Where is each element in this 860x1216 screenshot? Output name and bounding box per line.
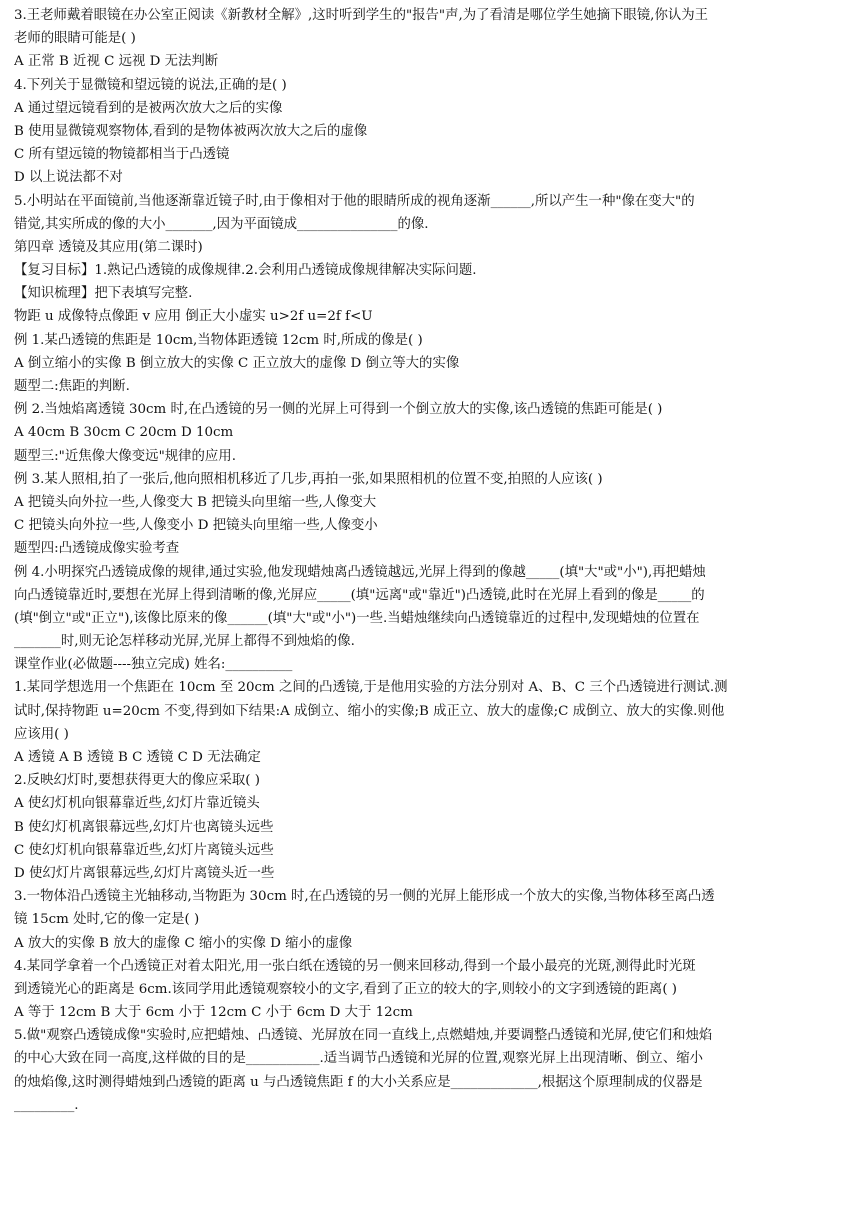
example-4-line-3: (填"倒立"或"正立"),该像比原来的像______(填"大"或"小")一些.当蜡烛继续向凸透镜靠近的过程中,发现蜡烛的位置在 [14, 610, 700, 626]
hw-5-line-3: 的烛焰像,这时测得蜡烛到凸透镜的距离 u 与凸透镜焦距 f 的大小关系应是_____________,根据这个原理制成的仪器是 [14, 1074, 703, 1090]
hw-4-options: A 等于 12cm B 大于 6cm 小于 12cm C 小于 6cm D 大于 12cm [14, 1005, 413, 1021]
q4-option-a: A 通过望远镜看到的是被两次放大之后的实像 [14, 100, 283, 116]
q3-stem-line-2: 老师的眼睛可能是( ) [14, 31, 136, 47]
hw-2-option-d: D 使幻灯片离银幕远些,幻灯片离镜头近一些 [14, 865, 275, 881]
hw-5-line-1: 5.做"观察凸透镜成像"实验时,应把蜡烛、凸透镜、光屏放在同一直线上,点燃蜡烛,并要调整凸透镜和光屏,使它们和烛焰 [14, 1028, 713, 1044]
hw-3-line-1: 3.一物体沿凸透镜主光轴移动,当物距为 30cm 时,在凸透镜的另一侧的光屏上能形成一个放大的实像,当物体移至离凸透 [14, 889, 715, 905]
topic-3-heading: 题型三:"近焦像大像变远"规律的应用. [14, 448, 236, 464]
q4-option-d: D 以上说法都不对 [14, 170, 123, 186]
topic-2-heading: 题型二:焦距的判断. [14, 379, 130, 394]
hw-5-line-4: _________. [14, 1097, 79, 1113]
example-3-options-ab: A 把镜头向外拉一些,人像变大 B 把镜头向里缩一些,人像变大 [14, 494, 377, 510]
hw-2-option-a: A 使幻灯机向银幕靠近些,幻灯片靠近镜头 [14, 796, 260, 812]
example-4-line-1: 例 4.小明探究凸透镜成像的规律,通过实验,他发现蜡烛离凸透镜越远,光屏上得到的像越_____(填"大"或"小"),再把蜡烛 [14, 564, 706, 580]
homework-heading: 课堂作业(必做题----独立完成) 姓名:__________ [14, 657, 293, 673]
hw-5-line-2: 的中心大致在同一高度,这样做的目的是___________.适当调节凸透镜和光屏的位置,观察光屏上出现清晰、倒立、缩小 [14, 1051, 703, 1067]
example-2-stem: 例 2.当烛焰离透镜 30cm 时,在凸透镜的另一侧的光屏上可得到一个倒立放大的实像,该凸透镜的焦距可能是( ) [14, 402, 663, 418]
q5-stem-line-2: 错觉,其实所成的像的大小_______,因为平面镜成_______________的像. [14, 216, 429, 232]
example-4-line-4: _______时,则无论怎样移动光屏,光屏上都得不到烛焰的像. [14, 634, 355, 650]
table-header-row: 物距 u 成像特点像距 v 应用 倒正大小虚实 u>2f u=2f f<U [14, 309, 373, 325]
hw-2-option-c: C 使幻灯机向银幕靠近些,幻灯片离镜头远些 [14, 842, 274, 858]
q3-stem-line-1: 3.王老师戴着眼镜在办公室正阅读《新教材全解》,这时听到学生的"报告"声,为了看清是哪位学生她摘下眼镜,你认为王 [14, 8, 709, 23]
hw-1-options: A 透镜 A B 透镜 B C 透镜 C D 无法确定 [14, 750, 261, 765]
hw-1-line-2: 试时,保持物距 u=20cm 不变,得到如下结果:A 成倒立、缩小的实像;B 成正立、放大的虚像;C 成倒立、放大的实像.则他 [14, 703, 725, 719]
example-1-stem: 例 1.某凸透镜的焦距是 10cm,当物体距透镜 12cm 时,所成的像是( ) [14, 332, 423, 348]
hw-2-option-b: B 使幻灯机离银幕远些,幻灯片也离镜头远些 [14, 819, 274, 835]
q4-option-b: B 使用显微镜观察物体,看到的是物体被两次放大之后的虚像 [14, 123, 368, 139]
hw-3-options: A 放大的实像 B 放大的虚像 C 缩小的实像 D 缩小的虚像 [14, 935, 353, 951]
q3-options: A 正常 B 近视 C 远视 D 无法判断 [14, 54, 219, 70]
hw-3-line-2: 镜 15cm 处时,它的像一定是( ) [14, 912, 200, 928]
knowledge-summary: 【知识梳理】把下表填写完整. [14, 286, 193, 302]
q4-stem: 4.下列关于显微镜和望远镜的说法,正确的是( ) [14, 77, 287, 93]
chapter-heading: 第四章 透镜及其应用(第二课时) [14, 239, 203, 255]
hw-4-line-1: 4.某同学拿着一个凸透镜正对着太阳光,用一张白纸在透镜的另一侧来回移动,得到一个最小最亮的光斑,测得此时光斑 [14, 958, 696, 974]
example-3-stem: 例 3.某人照相,拍了一张后,他向照相机移近了几步,再拍一张,如果照相机的位置不变,拍照的人应该( ) [14, 471, 603, 487]
example-1-options: A 倒立缩小的实像 B 倒立放大的实像 C 正立放大的虚像 D 倒立等大的实像 [14, 355, 460, 371]
topic-4-heading: 题型四:凸透镜成像实验考查 [14, 541, 180, 557]
hw-4-line-2: 到透镜光心的距离是 6cm.该同学用此透镜观察较小的文字,看到了正立的较大的字,则较小的文字到透镜的距离( ) [14, 981, 678, 997]
example-2-options: A 40cm B 30cm C 20cm D 10cm [14, 425, 234, 441]
q5-stem-line-1: 5.小明站在平面镜前,当他逐渐靠近镜子时,由于像相对于他的眼睛所成的视角逐渐______,所以产生一种"像在变大"的 [14, 193, 695, 209]
review-goals: 【复习目标】1.熟记凸透镜的成像规律.2.会利用凸透镜成像规律解决实际问题. [14, 263, 477, 279]
q4-option-c: C 所有望远镜的物镜都相当于凸透镜 [14, 147, 230, 163]
example-4-line-2: 向凸透镜靠近时,要想在光屏上得到清晰的像,光屏应_____(填"远离"或"靠近")凸透镜,此时在光屏上看到的像是_____的 [14, 587, 705, 603]
hw-1-line-3: 应该用( ) [14, 726, 69, 742]
hw-1-line-1: 1.某同学想选用一个焦距在 10cm 至 20cm 之间的凸透镜,于是他用实验的方法分别对 A、B、C 三个凸透镜进行测试.测 [14, 680, 728, 696]
hw-2-stem: 2.反映幻灯时,要想获得更大的像应采取( ) [14, 773, 260, 789]
example-3-options-cd: C 把镜头向外拉一些,人像变小 D 把镜头向里缩一些,人像变小 [14, 518, 378, 534]
